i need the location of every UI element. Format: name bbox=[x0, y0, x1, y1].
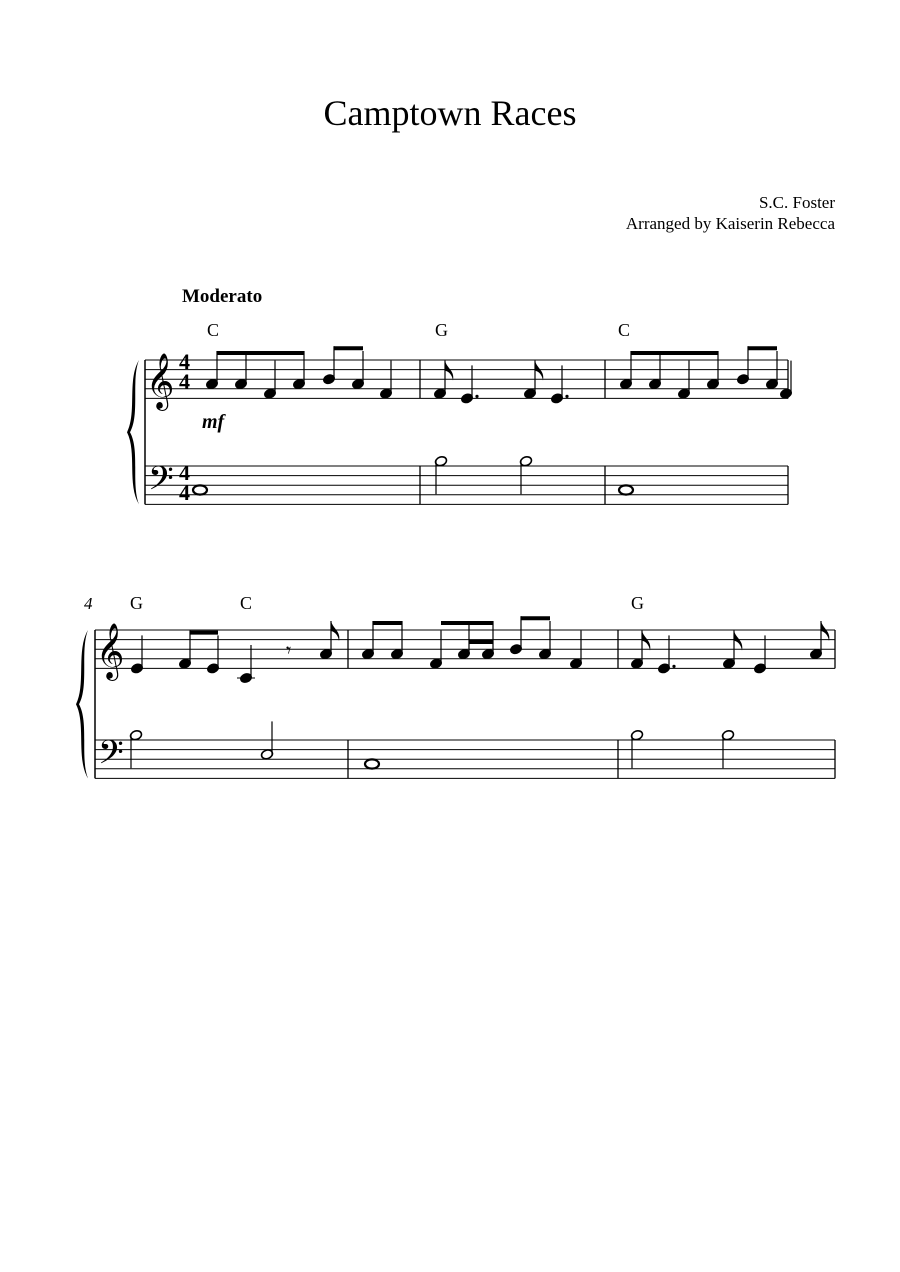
treble-clef: 𝄞 bbox=[146, 353, 175, 409]
time-signature-upper: 4 bbox=[179, 460, 190, 485]
whole-note bbox=[365, 759, 379, 768]
tempo-marking: Moderato bbox=[182, 286, 263, 307]
note-flag bbox=[642, 631, 650, 651]
measure-number: 4 bbox=[84, 594, 93, 613]
dynamic-marking: mf bbox=[202, 411, 225, 433]
time-signature-upper: 4 bbox=[179, 349, 190, 374]
note-flag bbox=[445, 361, 453, 381]
eighth-rest: 𝄾 bbox=[286, 638, 292, 662]
staves bbox=[76, 346, 835, 780]
note-flag bbox=[331, 621, 339, 641]
treble-clef: 𝄞 bbox=[96, 623, 125, 679]
time-signature-lower: 4 bbox=[179, 369, 190, 394]
brace bbox=[76, 630, 88, 778]
note-flag bbox=[535, 361, 543, 381]
chord-symbol: C bbox=[207, 320, 220, 340]
note-flag bbox=[734, 631, 742, 651]
bass-clef: 𝄢 bbox=[148, 460, 174, 506]
chord-symbol: G bbox=[631, 593, 644, 613]
augmentation-dot bbox=[565, 395, 568, 398]
time-signature-lower: 4 bbox=[179, 480, 190, 505]
augmentation-dot bbox=[672, 665, 675, 668]
whole-note bbox=[619, 485, 633, 494]
chord-symbol: G bbox=[435, 320, 448, 340]
brace bbox=[127, 360, 139, 504]
chord-symbol: C bbox=[240, 593, 253, 613]
note-flag bbox=[821, 621, 829, 641]
whole-note bbox=[193, 485, 207, 494]
composer-credit: S.C. Foster bbox=[758, 193, 835, 212]
arranger-credit: Arranged by Kaiserin Rebecca bbox=[625, 214, 835, 233]
augmentation-dot bbox=[475, 395, 478, 398]
bass-clef: 𝄢 bbox=[98, 734, 124, 780]
chord-symbol: G bbox=[130, 593, 143, 613]
page-title: Camptown Races bbox=[323, 93, 577, 133]
chord-symbol: C bbox=[618, 320, 631, 340]
